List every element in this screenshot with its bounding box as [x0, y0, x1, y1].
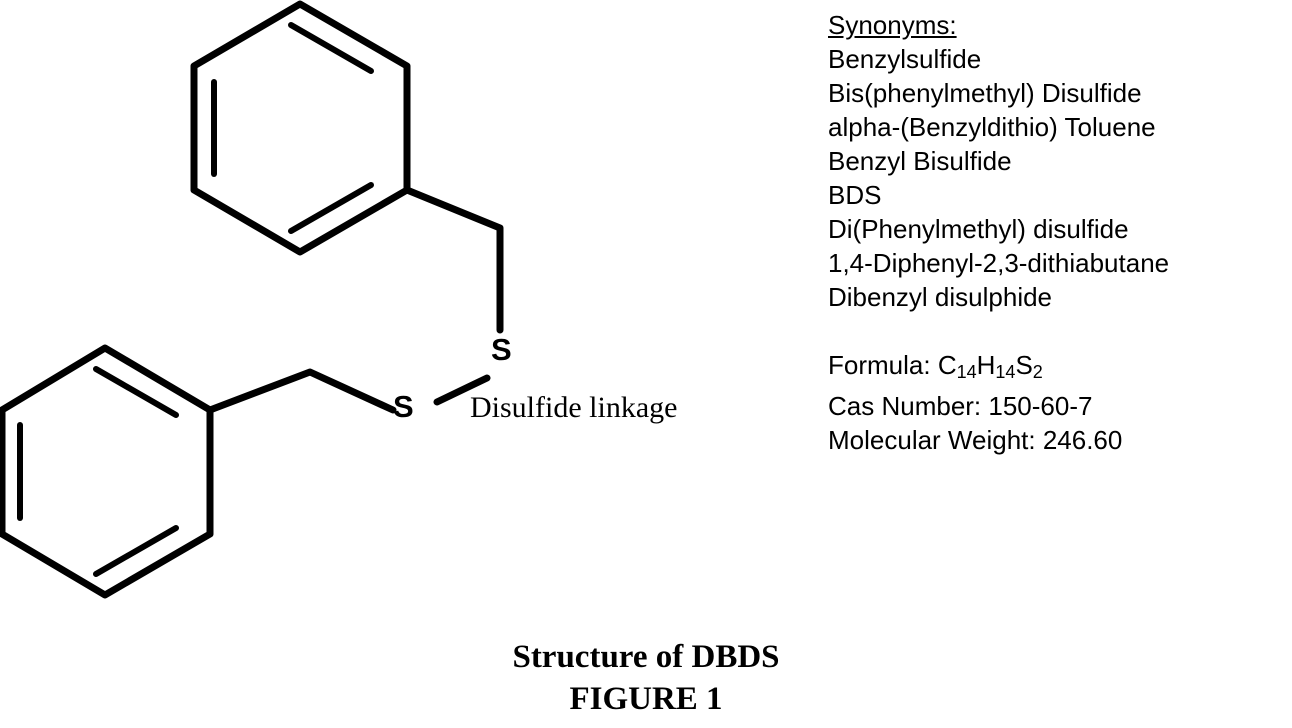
formula-line: [828, 348, 1278, 389]
formula-element-c: C: [937, 350, 957, 380]
list-item: BDS: [828, 180, 882, 210]
figure-caption: [0, 636, 1292, 720]
lower-benzyl-chain: [210, 372, 393, 410]
upper-benzyl-chain: [407, 190, 500, 330]
list-item: Benzyl Bisulfide: [828, 146, 1012, 176]
synonyms-heading: Synonyms:: [828, 10, 957, 40]
disulfide-linkage-annotation: Disulfide linkage: [470, 391, 678, 424]
upper-ring-inner-bond-2: [291, 25, 371, 71]
compound-info-panel: [828, 8, 1278, 457]
list-item: Bis(phenylmethyl) Disulfide: [828, 78, 1142, 108]
lower-ring-inner-bond-2: [96, 369, 176, 415]
caption-title: Structure of DBDS: [512, 639, 780, 675]
list-item: Di(Phenylmethyl) disulfide: [828, 214, 1129, 244]
formula-count-h: 14: [995, 361, 1016, 382]
list-item: alpha-(Benzyldithio) Toluene: [828, 112, 1156, 142]
formula-element-h: H: [976, 350, 996, 380]
properties-block: [828, 348, 1278, 457]
upper-phenyl-ring: [194, 4, 407, 252]
list-item: Benzylsulfide: [828, 44, 982, 74]
formula-element-s: S: [1015, 350, 1033, 380]
cas-number-line: Cas Number: 150-60-7: [828, 390, 1093, 421]
list-item: Dibenzyl disulphide: [828, 282, 1053, 312]
formula-label: Formula:: [828, 350, 938, 380]
upper-ring-inner-bond-3: [291, 185, 371, 231]
lower-ring-inner-bond-3: [96, 528, 176, 574]
formula-count-c: 14: [956, 361, 977, 382]
synonyms-list: [828, 42, 1278, 314]
caption-figure-number: FIGURE 1: [569, 681, 723, 717]
molecular-weight-line: Molecular Weight: 246.60: [828, 424, 1123, 455]
sulfur-atom-label-upper: S: [491, 332, 512, 367]
formula-count-s: 2: [1032, 361, 1043, 382]
sulfur-atom-label-lower: S: [393, 389, 414, 424]
list-item: 1,4-Diphenyl-2,3-dithiabutane: [828, 248, 1170, 278]
lower-phenyl-ring: [2, 348, 210, 595]
